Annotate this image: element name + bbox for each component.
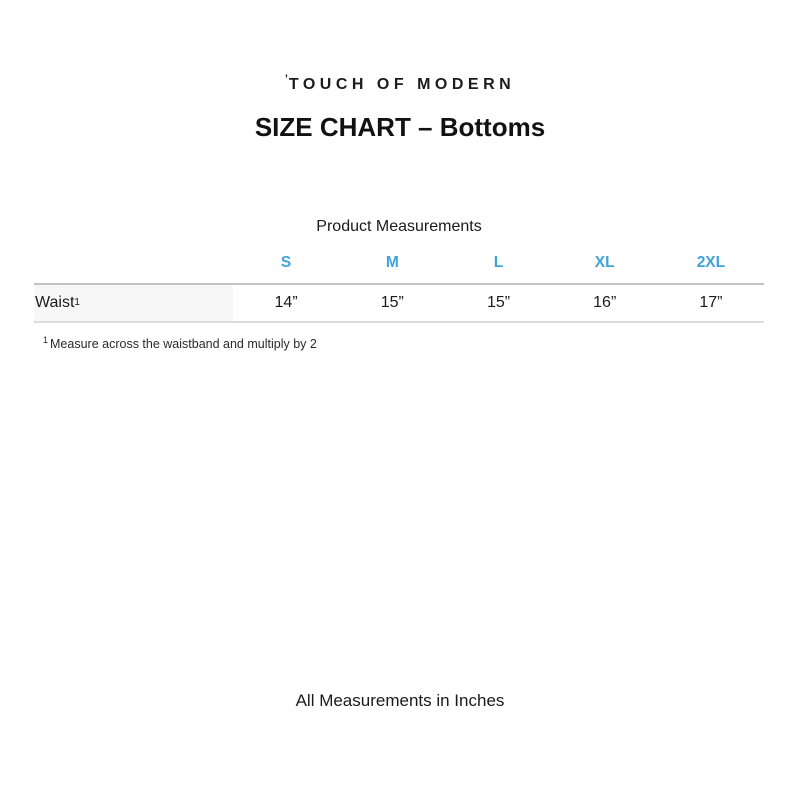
footnote-text: Measure across the waistband and multiply by 2: [50, 337, 317, 351]
measurements-unit-note: All Measurements in Inches: [295, 691, 505, 710]
table-section-title: Product Measurements: [316, 218, 482, 235]
measurement-value-xl: 16”: [593, 294, 617, 311]
footnote: [43, 334, 317, 351]
size-column-header-xl: XL: [594, 254, 615, 271]
footnote-marker: 1: [43, 334, 49, 345]
brand-logo-text: TOUCH OF MODERN: [288, 76, 516, 93]
size-column-header-s: S: [280, 254, 292, 271]
measurement-value-s: 14”: [274, 294, 298, 311]
measurement-value-2xl: 17”: [699, 294, 723, 311]
size-column-header-m: M: [385, 254, 399, 271]
brand-logo: [0, 73, 800, 94]
page-title: SIZE CHART – Bottoms: [254, 112, 546, 142]
row-label-text: Waist: [35, 294, 75, 311]
measurement-row-waist: [34, 283, 764, 323]
row-label-cell: Waist 1: [34, 285, 233, 321]
size-column-header-2xl: 2XL: [696, 254, 726, 271]
measurement-value-m: 15”: [380, 294, 404, 311]
size-columns-header-row: [34, 253, 764, 273]
size-column-header-l: L: [493, 254, 504, 271]
measurement-value-l: 15”: [486, 294, 511, 311]
logo-tick-mark: ’: [284, 73, 289, 85]
size-table: [34, 217, 764, 323]
